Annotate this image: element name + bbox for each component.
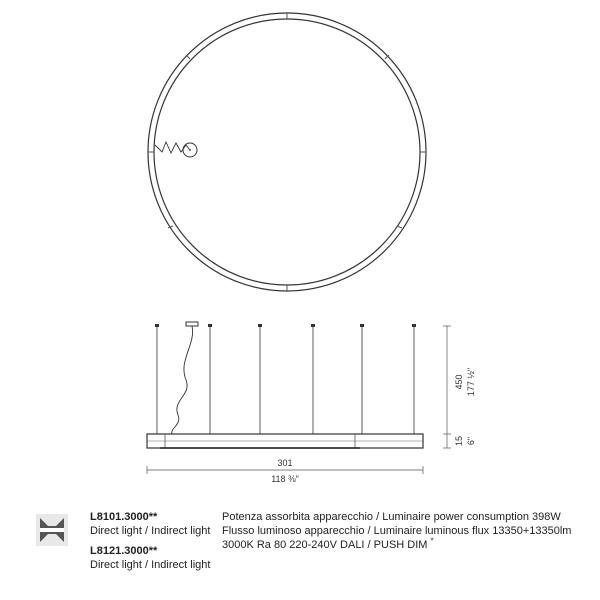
dimension-lines: [147, 326, 451, 474]
product-item: [90, 510, 210, 538]
thickness-mm-label: 15: [454, 435, 464, 447]
direct-indirect-light-icon: [36, 514, 68, 546]
product-item: [90, 544, 210, 572]
spec-electrical: [222, 538, 592, 552]
product-specs: [222, 510, 592, 552]
cable-side-view: [172, 326, 193, 434]
product-description: Direct light / Indirect light: [90, 525, 211, 537]
height-in-label: 177 ½": [466, 367, 476, 397]
spec-power: Potenza assorbita apparecchio / Luminaire power consumption 398W: [222, 511, 561, 523]
width-in-label: 118 ⅜": [271, 474, 299, 484]
product-codes: [90, 510, 210, 578]
product-code: L8101.3000**: [90, 511, 158, 523]
spec-flux: Flusso luminoso apparecchio / Luminaire luminous flux 13350+13350lm: [222, 525, 572, 537]
height-mm-label: 450: [454, 374, 464, 390]
product-description: Direct light / Indirect light: [90, 559, 211, 571]
spec-electrical-text: 3000K Ra 80 220-240V DALI / PUSH DIM: [222, 539, 428, 551]
canopy-side-view: [186, 322, 198, 326]
cable-top-view: [155, 142, 190, 153]
width-mm-label: 301: [277, 458, 293, 468]
side-view: [147, 322, 423, 448]
spec-footnote-mark: *: [430, 536, 434, 546]
product-code: L8121.3000**: [90, 545, 158, 557]
top-view-ring: [148, 13, 426, 291]
thickness-in-label: 6": [466, 436, 476, 446]
